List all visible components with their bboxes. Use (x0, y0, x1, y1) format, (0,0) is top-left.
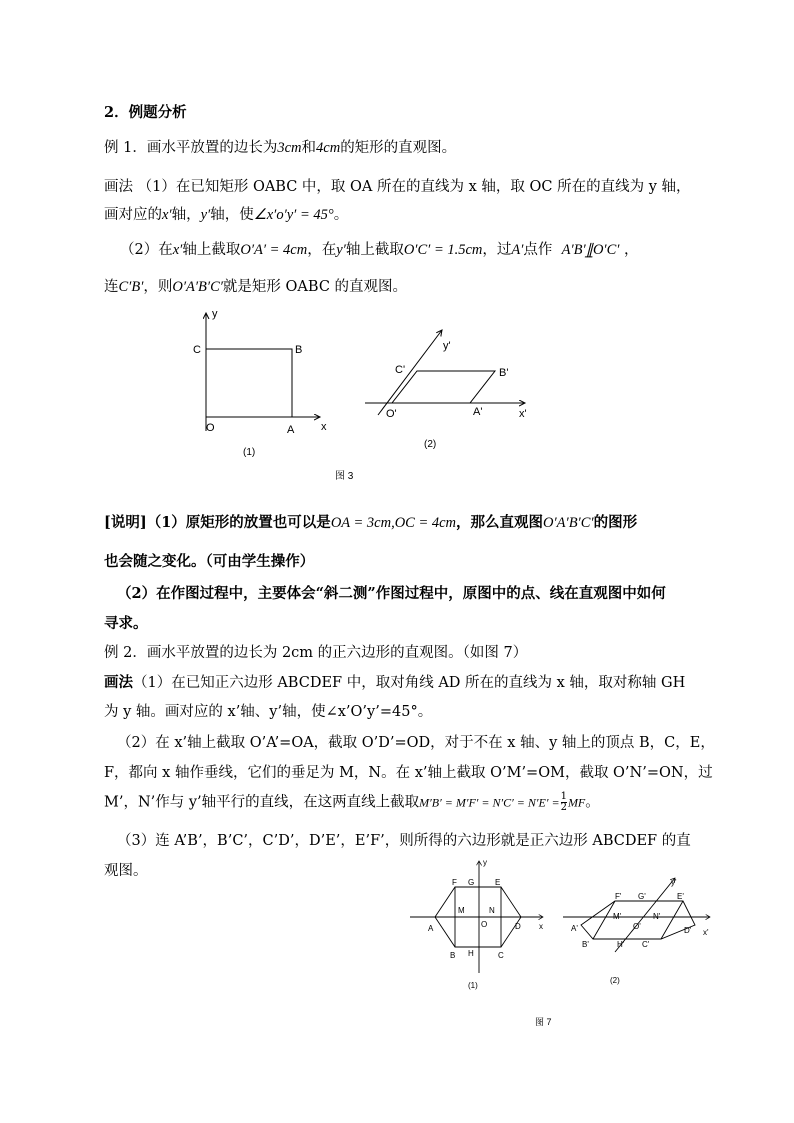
s2-cb: C′B′ (118, 279, 144, 295)
s2-l2-end: 就是矩形 OABC 的直观图。 (222, 279, 408, 295)
fig3-label-y2: y' (443, 340, 451, 352)
ex1-value-3cm: 3cm (277, 140, 302, 156)
fig7-label-a: A (428, 924, 434, 933)
s2-pre: （2）在 (120, 242, 173, 258)
s2-oabc: O′A′B′C′ (172, 279, 223, 295)
note2-line2: 寻求。 (104, 615, 148, 632)
ex1-step1-angle: ∠x′o′y′ = 45° (253, 207, 334, 223)
s2-par: A′B′∥̲O′C′ (561, 242, 620, 258)
ex1-step1-end: 。 (333, 207, 349, 223)
s2-c: 轴上截取 (345, 242, 404, 258)
fig7-labels-intuitive (571, 878, 709, 985)
note1-end: 的图形 (593, 514, 638, 531)
note1-line1 (104, 513, 637, 533)
fig7-label-m2: M' (613, 912, 622, 921)
ex1-step1-mid1: 轴， (171, 207, 201, 223)
fig7-label-x: x (539, 922, 543, 931)
fig3-label-x2: x' (519, 408, 527, 420)
ex1-title-post: 的矩形的直观图。 (340, 140, 457, 156)
fig7-label-n: N (489, 906, 495, 915)
s2-oc: O′C′ = 1.5cm (403, 242, 483, 258)
fig3-label-c: C (193, 344, 201, 356)
fig7-label-y: y (483, 858, 487, 867)
s2-oa: O′A′ = 4cm (240, 242, 308, 258)
ex1-title (104, 138, 456, 158)
note1-mid: ，那么直观图 (456, 514, 544, 531)
fig7-label-g2: G' (638, 892, 646, 901)
ex2-s2-pre: M’，N’作与 y’轴平行的直线，在这两直线上截取 (104, 794, 420, 811)
fig7-sub2: (2) (610, 976, 620, 985)
fig3-label-a2: A' (473, 406, 483, 418)
fig3-label-o: O (206, 422, 215, 434)
ex1-step1-mid2: 轴，使 (210, 207, 254, 223)
ex2-step1-line2: 为 y 轴。画对应的 x’轴、y’轴，使∠x’O’y’=45°。 (104, 704, 433, 720)
s2-pt: A′ (511, 242, 524, 258)
ex2-step1-label: 画法 (104, 674, 133, 691)
fig3-sub2: (2) (424, 439, 437, 450)
fig7-label-m: M (458, 906, 465, 915)
s2-x: x′ (172, 242, 183, 258)
fig3-label-c2: C' (395, 364, 406, 376)
fig7-label-e2: E' (677, 892, 684, 901)
s2-d: ，过 (482, 242, 512, 258)
fig7-label-x2: x' (703, 928, 709, 937)
fig7-label-h: H (468, 949, 474, 958)
s2-l2-pre: 连 (104, 279, 119, 295)
fig3-parallelogram-intuitive (365, 330, 527, 450)
ex1-title-pre: 例 1．画水平放置的边长为 (104, 140, 278, 156)
ex2-step1-line1 (104, 673, 685, 693)
fig7-label-f: F (452, 878, 457, 887)
fig7-sub1: (1) (468, 981, 478, 990)
section-heading: 2．例题分析 (104, 104, 187, 121)
ex2-s2-mf: MF (567, 795, 586, 810)
fig7-label-e: E (495, 878, 501, 887)
fig7-label-n2: N' (653, 912, 661, 921)
fig7-caption: 图 7 (535, 1017, 552, 1027)
ex2-s2-frac-num: 1 (560, 791, 567, 802)
s2-f: ， (624, 242, 639, 258)
ex2-step2-line2: F，都向 x 轴作垂线，它们的垂足为 M，N。在 x’轴上截取 O’M’=OM，截取 O’N’=ON，过 (104, 765, 713, 781)
ex1-step1-yaxis: y′ (200, 207, 211, 223)
fig7-label-d2: D' (684, 926, 692, 935)
fig7-hexagon-original (410, 861, 543, 973)
note1-oabc: O′A′B′C′ (543, 515, 594, 531)
fig7-label-o: O (481, 920, 488, 929)
ex1-step2-line2 (104, 277, 407, 297)
fig3-label-x: x (321, 421, 327, 433)
s2-l2-mid: ，则 (143, 279, 173, 295)
ex1-step1-xaxis: x′ (162, 207, 172, 223)
fig7-label-a2: A' (571, 924, 578, 933)
s2-a: 轴上截取 (182, 242, 241, 258)
fig3-label-b2: B' (499, 367, 509, 379)
figure-7 (405, 855, 725, 1035)
ex1-step1-line1: 画法 （1）在已知矩形 OABC 中，取 OA 所在的直线为 x 轴，取 OC 所在的直线为 y 轴， (104, 179, 691, 195)
fig3-label-b: B (295, 344, 303, 356)
fig3-label-y: y (212, 308, 218, 320)
fig7-label-d: D (515, 922, 521, 931)
note2-line1: （2）在作图过程中，主要体会“斜二测”作图过程中，原图中的点、线在直观图中如何 (117, 585, 666, 602)
note1-pre: [说明]（1）原矩形的放置也可以是 (104, 514, 331, 531)
fig3-caption: 图 3 (335, 471, 354, 482)
ex1-value-4cm: 4cm (316, 140, 341, 156)
ex1-and: 和 (301, 140, 317, 156)
fig7-label-b2: B' (582, 940, 589, 949)
fig7-label-c2: C' (642, 940, 650, 949)
fig7-label-b: B (450, 951, 456, 960)
figure-3 (180, 305, 560, 495)
ex2-step3-line2: 观图。 (104, 863, 148, 879)
ex2-s2-frac-den: 2 (560, 802, 567, 813)
fig3-sub1: (1) (243, 447, 256, 458)
fig7-labels-original (428, 858, 543, 990)
fig3-label-o2: O' (386, 408, 397, 420)
ex2-step1-text: （1）在已知正六边形 ABCDEF 中，取对角线 AD 所在的直线为 x 轴，取对称轴 GH (133, 675, 686, 691)
ex2-step2-line1: （2）在 x’轴上截取 O’A’=OA，截取 O’D’=OD，对于不在 x 轴、y 轴上的顶点 B，C，E， (117, 735, 715, 751)
fig7-label-f2: F' (615, 892, 622, 901)
s2-y: y′ (336, 242, 346, 258)
s2-b: ，在 (307, 242, 337, 258)
ex1-step2-line1 (120, 240, 639, 260)
fig3-rectangle-original (193, 308, 327, 458)
ex2-s2-formula: M′B′ = M′F′ = N′C′ = N′E′ = (419, 795, 560, 810)
ex2-s2-fraction (561, 792, 567, 813)
s2-e: 点作 (523, 242, 553, 258)
ex2-title: 例 2．画水平放置的边长为 2cm 的正六边形的直观图。（如图 7） (104, 645, 528, 661)
fig7-label-g: G (468, 878, 475, 887)
fig7-label-y2: y' (671, 878, 677, 887)
ex2-step3-line1: （3）连 A’B’，B’C’，C’D’，D’E’，E’F’，则所得的六边形就是正六边形 ABCDEF 的直 (117, 833, 691, 849)
ex2-step2-line3 (104, 792, 600, 813)
fig7-label-c: C (498, 951, 504, 960)
fig7-label-h2: H' (617, 940, 625, 949)
ex1-step1-pre: 画对应的 (104, 207, 162, 223)
fig7-label-o2: O' (633, 922, 641, 931)
note1-line2: 也会随之变化。（可由学生操作） (104, 553, 315, 570)
ex2-s2-end: 。 (585, 794, 600, 811)
note1-expr: OA = 3cm,OC = 4cm (330, 515, 457, 531)
ex1-step1-line2 (104, 205, 348, 225)
fig3-label-a: A (287, 424, 295, 436)
